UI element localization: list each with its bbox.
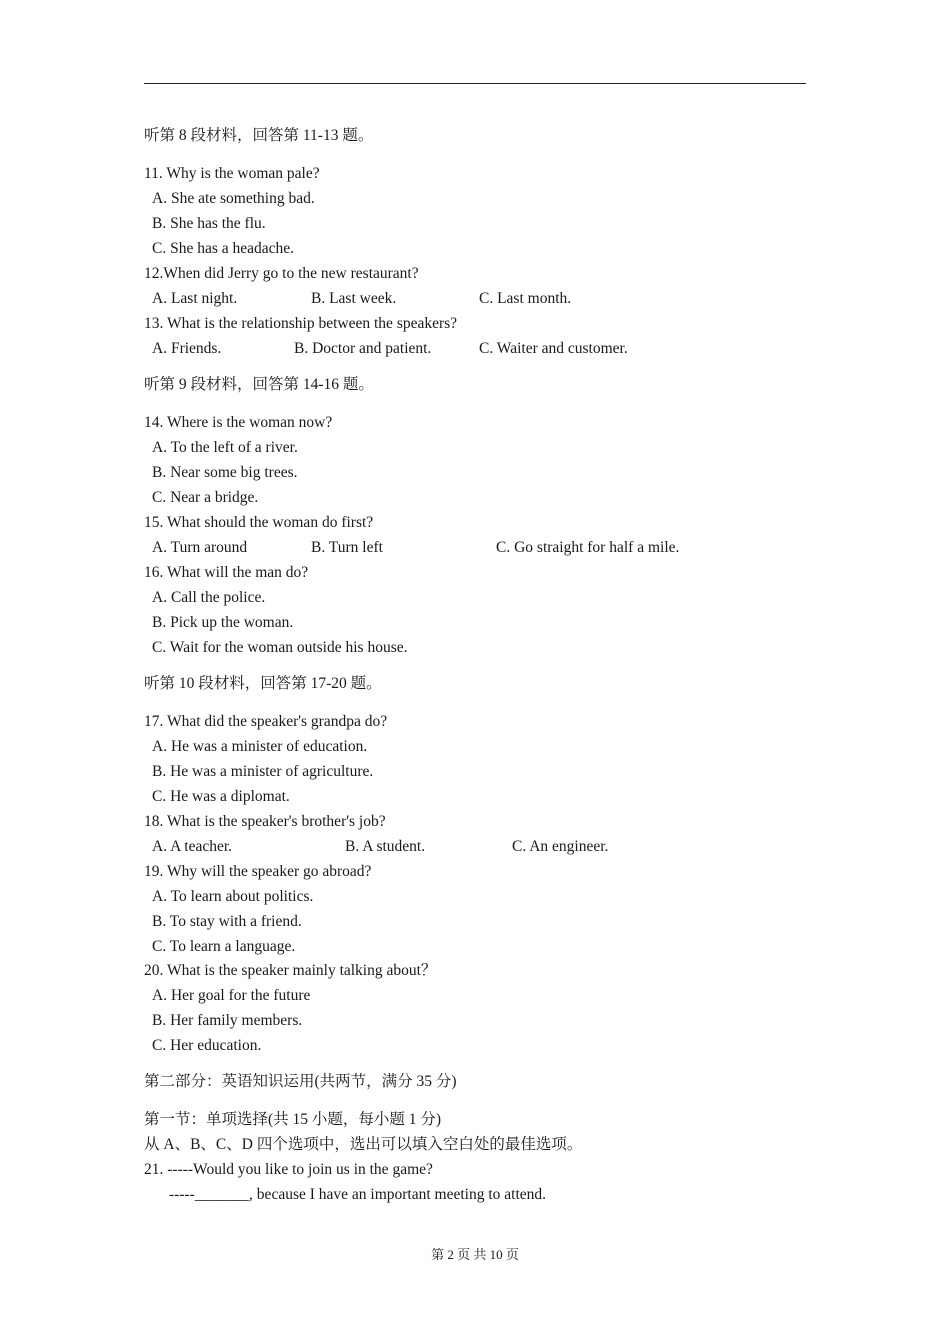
question-21-line-1: 21. -----Would you like to join us in the game? — [144, 1161, 433, 1178]
question-13-option-a: A. Friends. — [152, 340, 222, 357]
question-20-option-c: C. Her education. — [152, 1037, 262, 1054]
question-18-option-a: A. A teacher. — [152, 838, 233, 855]
section-10-heading: 听第 10 段材料，回答第 17-20 题。 — [144, 675, 382, 692]
question-20-option-b: B. Her family members. — [152, 1012, 303, 1029]
instruction-text: 从 A、B、C、D 四个选项中，选出可以填入空白处的最佳选项。 — [144, 1136, 583, 1153]
question-11-option-b: B. She has the flu. — [152, 215, 266, 232]
question-17-option-c: C. He was a diplomat. — [152, 788, 290, 805]
question-18-option-b: B. A student. — [345, 838, 426, 855]
question-19-option-c: C. To learn a language. — [152, 938, 296, 955]
question-14-option-a: A. To the left of a river. — [152, 439, 298, 456]
question-16-option-b: B. Pick up the woman. — [152, 614, 294, 631]
question-11-option-c: C. She has a headache. — [152, 240, 295, 257]
question-19-option-a: A. To learn about politics. — [152, 888, 314, 905]
part-2-heading: 第二部分：英语知识运用(共两节，满分 35 分) — [144, 1073, 457, 1090]
question-15-option-b: B. Turn left — [311, 539, 383, 556]
question-14-option-c: C. Near a bridge. — [152, 489, 259, 506]
question-12-option-a: A. Last night. — [152, 290, 238, 307]
question-14-option-b: B. Near some big trees. — [152, 464, 298, 481]
question-16-option-c: C. Wait for the woman outside his house. — [152, 639, 408, 656]
section-8-heading: 听第 8 段材料，回答第 11-13 题。 — [144, 127, 374, 144]
question-20-option-a: A. Her goal for the future — [152, 987, 311, 1004]
question-17-option-b: B. He was a minister of agriculture. — [152, 763, 374, 780]
question-13-option-b: B. Doctor and patient. — [294, 340, 432, 357]
question-13-option-c: C. Waiter and customer. — [479, 340, 628, 357]
question-15-option-c: C. Go straight for half a mile. — [496, 539, 680, 556]
header-rule — [144, 83, 806, 84]
page-footer: 第 2 页 共 10 页 — [431, 1247, 519, 1262]
question-16-option-a: A. Call the police. — [152, 589, 266, 606]
question-12-stem: 12.When did Jerry go to the new restaurant? — [144, 265, 419, 282]
question-19-stem: 19. Why will the speaker go abroad? — [144, 863, 372, 880]
subsection-1-heading: 第一节：单项选择(共 15 小题，每小题 1 分) — [144, 1111, 442, 1128]
question-21-line-2: -----_______, because I have an important meeting to attend. — [169, 1186, 547, 1203]
question-12-option-b: B. Last week. — [311, 290, 397, 307]
question-11-stem: 11. Why is the woman pale? — [144, 165, 320, 182]
question-16-stem: 16. What will the man do? — [144, 564, 309, 581]
question-17-option-a: A. He was a minister of education. — [152, 738, 368, 755]
question-14-stem: 14. Where is the woman now? — [144, 414, 333, 431]
question-20-stem: 20. What is the speaker mainly talking about？ — [144, 962, 437, 979]
question-11-option-a: A. She ate something bad. — [152, 190, 315, 207]
question-15-stem: 15. What should the woman do first? — [144, 514, 374, 531]
question-18-stem: 18. What is the speaker's brother's job? — [144, 813, 386, 830]
question-13-stem: 13. What is the relationship between the speakers? — [144, 315, 458, 332]
question-19-option-b: B. To stay with a friend. — [152, 913, 302, 930]
question-12-option-c: C. Last month. — [479, 290, 572, 307]
question-17-stem: 17. What did the speaker's grandpa do? — [144, 713, 388, 730]
section-9-heading: 听第 9 段材料，回答第 14-16 题。 — [144, 376, 374, 393]
question-18-option-c: C. An engineer. — [512, 838, 609, 855]
question-15-option-a: A. Turn around — [152, 539, 248, 556]
